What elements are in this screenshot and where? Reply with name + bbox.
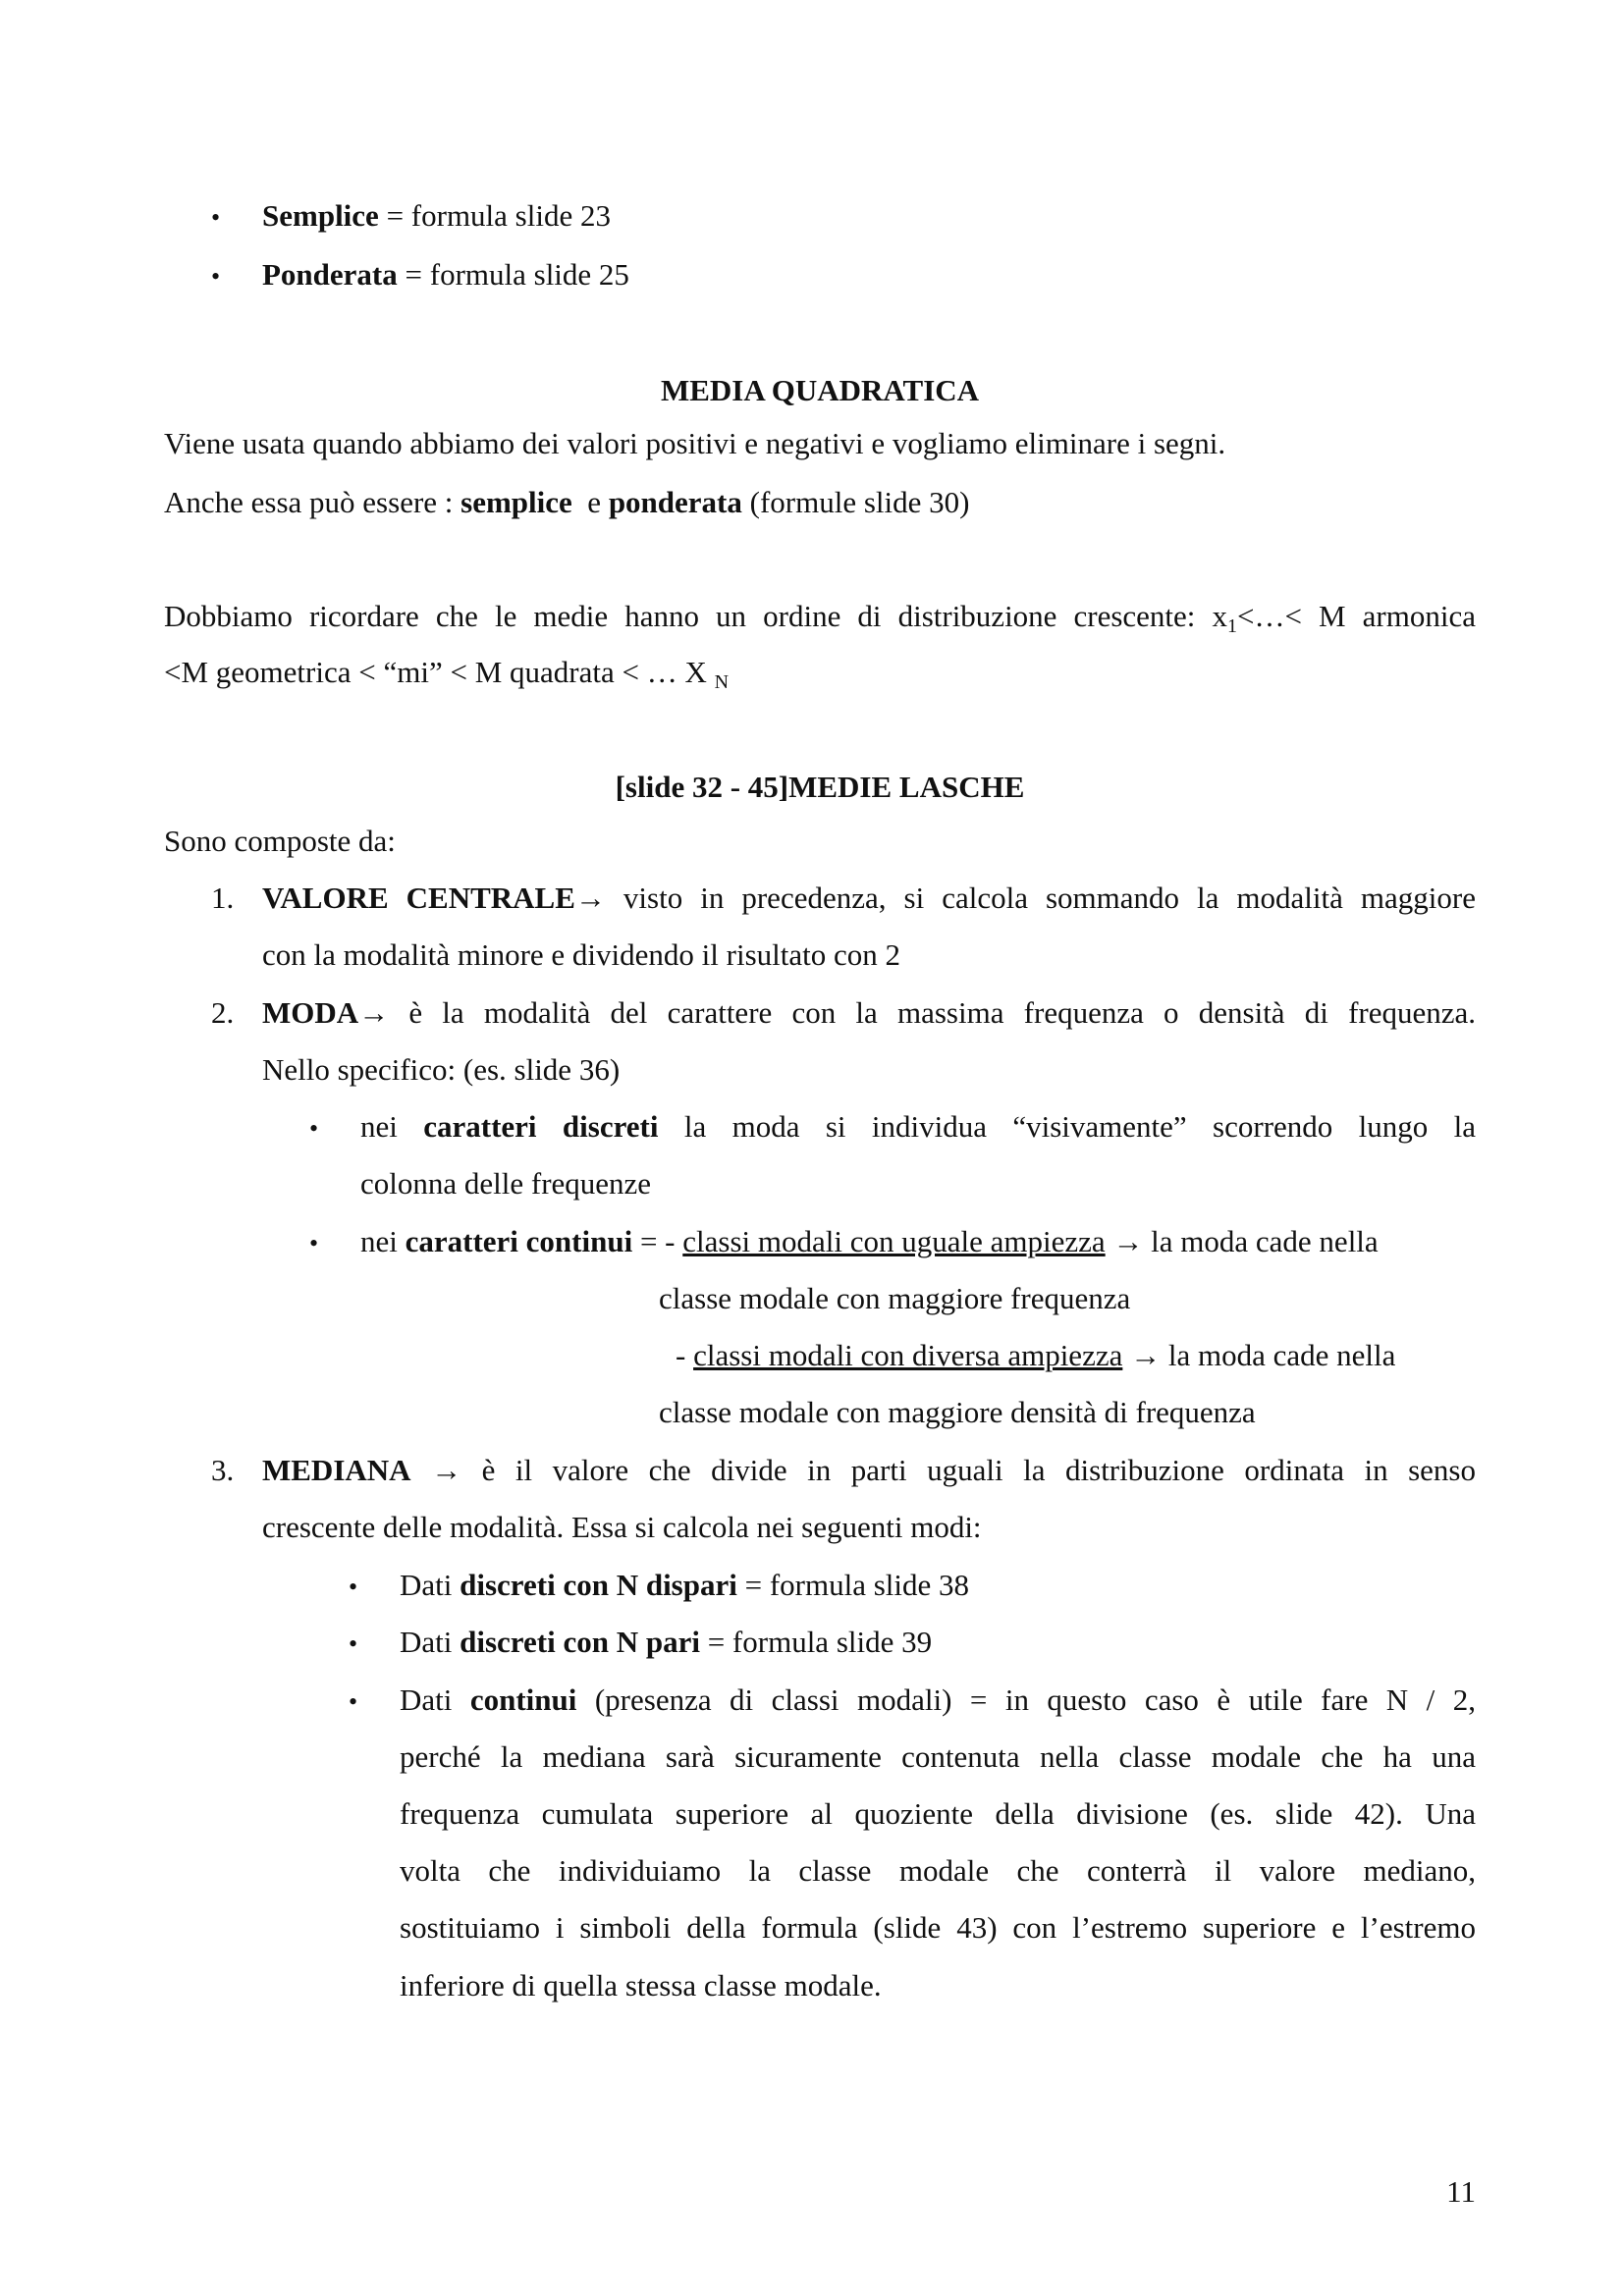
- bullet-icon: [349, 1623, 357, 1664]
- paragraph-line: Anche essa può essere : semplice e ponderata (formule slide 30): [164, 485, 970, 519]
- paragraph-line: con la modalità minore e dividendo il risultato con 2: [262, 937, 900, 972]
- list-item-semplice: Semplice = formula slide 23: [262, 198, 611, 233]
- paragraph-line: volta che individuiamo la classe modale che conterrà il valore mediano,: [400, 1853, 1476, 1888]
- list-item-moda: MODA→ è la modalità del carattere con la massima frequenza o densità di frequenza.: [262, 995, 1476, 1030]
- paragraph-line: classe modale con maggiore densità di frequenza: [659, 1395, 1256, 1429]
- list-item-discreti-dispari: Dati discreti con N dispari = formula slide 38: [400, 1568, 970, 1602]
- bullet-icon: [211, 255, 220, 296]
- paragraph-line: <M geometrica < “mi” < M quadrata < … X $_N$: [164, 655, 730, 693]
- arrow-right-icon: →: [358, 995, 390, 1030]
- bullet-icon: [349, 1566, 357, 1607]
- section-title-media-quadratica: MEDIA QUADRATICA: [660, 373, 980, 407]
- paragraph-line: inferiore di quella stessa classe modale.: [400, 1968, 882, 2002]
- list-item-continui: Dati continui (presenza di classi modali) = in questo caso è utile fare N / 2,: [400, 1682, 1476, 1717]
- arrow-right-icon: →: [431, 1453, 462, 1487]
- paragraph-line: Viene usata quando abbiamo dei valori positivi e negativi e vogliamo eliminare i segni.: [164, 426, 1226, 460]
- list-item-caratteri-continui: nei caratteri continui = - classi modali con uguale ampiezza → la moda cade nella: [360, 1224, 1379, 1258]
- paragraph-line: colonna delle frequenze: [360, 1166, 652, 1201]
- paragraph-line: classe modale con maggiore frequenza: [659, 1281, 1131, 1315]
- paragraph-line: Sono composte da:: [164, 824, 396, 858]
- paragraph-line: Dobbiamo ricordare che le medie hanno un ordine di distribuzione crescente: $x_1<\dots< M$ armonica: [164, 599, 1477, 637]
- paragraph-line: crescente delle modalità. Essa si calcola nei seguenti modi:: [262, 1510, 982, 1544]
- paragraph-line: sostituiamo i simboli della formula (slide 43) con l’estremo superiore e l’estremo: [400, 1910, 1476, 1945]
- list-item-discreti-pari: Dati discreti con N pari = formula slide 39: [400, 1625, 933, 1659]
- bullet-icon: [349, 1681, 357, 1722]
- list-item-mediana: MEDIANA → è il valore che divide in parti uguali la distribuzione ordinata in senso: [262, 1453, 1476, 1487]
- list-item-ponderata: Ponderata = formula slide 25: [262, 257, 629, 292]
- paragraph-line: frequenza cumulata superiore al quoziente della divisione (es. slide 42). Una: [400, 1796, 1476, 1831]
- list-item-caratteri-discreti: nei caratteri discreti la moda si individua “visivamente” scorrendo lungo la: [360, 1109, 1477, 1144]
- section-title-medie-lasche: [slide 32 - 45]MEDIE LASCHE: [615, 770, 1025, 804]
- bullet-icon: [211, 196, 220, 238]
- page-number: 11: [1446, 2174, 1476, 2209]
- bullet-icon: [309, 1107, 318, 1148]
- list-number: 1.: [211, 881, 235, 915]
- list-number: 3.: [211, 1453, 235, 1487]
- arrow-right-icon: →: [574, 881, 606, 915]
- paragraph-line: Nello specifico: (es. slide 36): [262, 1052, 621, 1087]
- list-item-valore-centrale: VALORE CENTRALE→ visto in precedenza, si calcola sommando la modalità maggiore: [262, 881, 1476, 915]
- paragraph-line: - classi modali con diversa ampiezza → la moda cade nella: [676, 1338, 1396, 1372]
- paragraph-line: perché la mediana sarà sicuramente contenuta nella classe modale che ha una: [400, 1739, 1476, 1774]
- list-number: 2.: [211, 995, 235, 1030]
- bullet-icon: [309, 1222, 318, 1263]
